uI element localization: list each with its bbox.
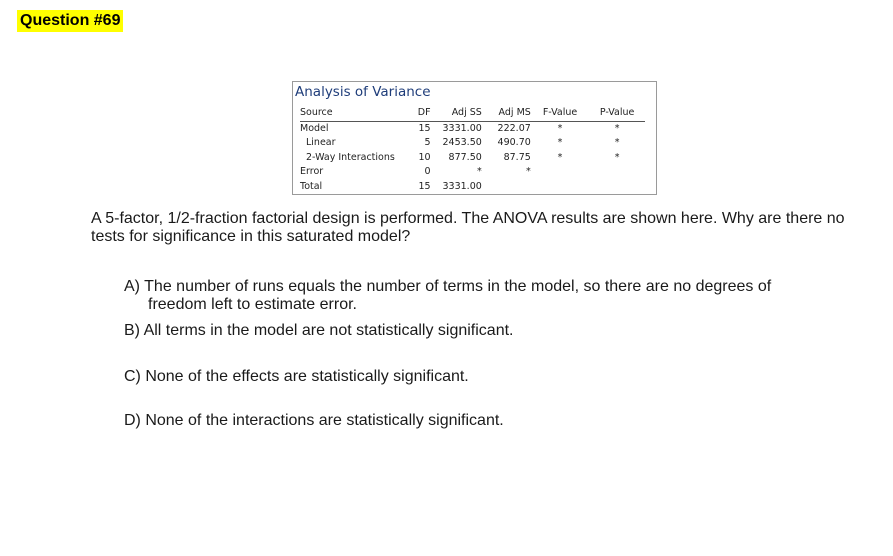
row-df: 10 [418, 151, 431, 163]
row-p-value [589, 180, 645, 195]
row-p-value [589, 165, 645, 180]
row-df: 0 [424, 166, 431, 177]
row-adj-ms: * [526, 166, 531, 177]
row-p-value: * [614, 122, 620, 134]
column-header-p-value: P-Value [589, 106, 645, 121]
row-adj-ss: 3331.00 [442, 180, 482, 192]
column-header-f-value: F-Value [531, 106, 589, 121]
row-adj-ss: 3331.00 [442, 122, 482, 134]
row-f-value: * [557, 151, 563, 163]
row-adj-ms: 222.07 [497, 122, 531, 134]
row-df: 15 [418, 180, 431, 192]
answer-option-a-line1: A) The number of runs equals the number of terms in the model, so there are no degrees of [124, 278, 772, 295]
table-row [300, 180, 645, 195]
question-text: A 5-factor, 1/2-fraction factorial design is performed. The ANOVA results are shown here. Why are there no tests for significance in this saturated model? [91, 210, 845, 245]
table-row [300, 165, 645, 180]
table-row [300, 151, 645, 166]
table-row [300, 121, 645, 136]
row-p-value: * [614, 137, 620, 148]
answer-option-a-line2: freedom left to estimate error. [148, 296, 357, 313]
row-adj-ss: * [477, 166, 482, 177]
row-f-value: * [557, 122, 563, 134]
row-adj-ss: 877.50 [448, 151, 482, 163]
column-header-adj-ms: Adj MS [482, 106, 531, 121]
column-header-df: DF [417, 106, 431, 121]
anova-table [300, 106, 645, 194]
row-f-value [531, 165, 589, 180]
row-p-value: * [614, 151, 620, 163]
row-adj-ms: 87.75 [503, 151, 531, 163]
question-number-label: Question #69 [17, 10, 123, 32]
column-header-source: Source [300, 106, 417, 121]
answer-option-b[interactable]: B) All terms in the model are not statistically significant. [124, 322, 514, 339]
answer-option-a[interactable] [124, 278, 864, 314]
row-f-value: * [557, 137, 563, 148]
table-row [300, 136, 645, 151]
anova-title: Analysis of Variance [295, 84, 431, 100]
anova-table-panel [292, 81, 657, 195]
row-source: 2-Way Interactions [306, 151, 395, 163]
row-source: Total [300, 180, 323, 192]
row-df: 15 [418, 122, 431, 134]
row-source: Error [300, 166, 324, 177]
column-header-adj-ss: Adj SS [431, 106, 482, 121]
answer-option-c[interactable]: C) None of the effects are statistically significant. [124, 368, 469, 385]
row-adj-ms [482, 180, 531, 195]
row-f-value [531, 180, 589, 195]
row-source: Linear [306, 137, 336, 148]
row-source: Model [300, 122, 329, 134]
row-df: 5 [424, 137, 431, 148]
anova-header-row [300, 106, 645, 121]
answer-option-d[interactable]: D) None of the interactions are statistically significant. [124, 412, 504, 429]
row-adj-ss: 2453.50 [442, 137, 482, 148]
row-adj-ms: 490.70 [497, 137, 531, 148]
